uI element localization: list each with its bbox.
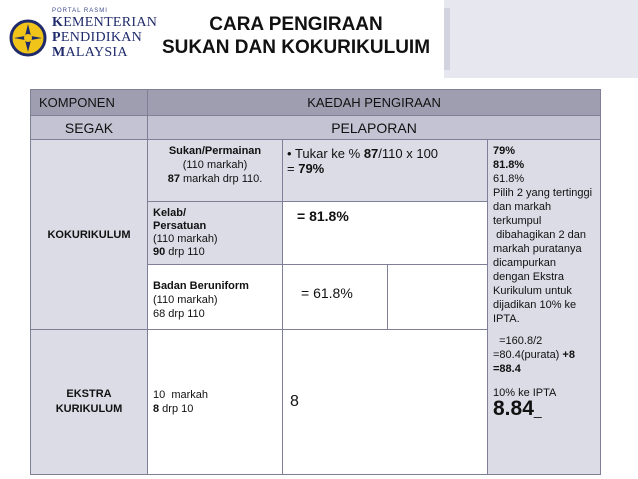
column-header-komponen: KOMPONEN: [31, 90, 148, 116]
summary-explanation-2: dibahagikan 2 dan markah puratanya dicampurkan dengan Ekstra Kurikulum untuk dijadikan 10% ke IPTA.: [493, 229, 590, 325]
kokurikulum-label: KOKURIKULUM: [31, 140, 148, 330]
badan-calc-cell: [283, 265, 488, 330]
kelab-calc-cell: = 81.8%: [283, 202, 488, 265]
calculation-table: [30, 89, 601, 475]
summary-ipta-label: 10% ke IPTA: [493, 387, 557, 399]
header-decoration: [444, 0, 638, 78]
summary-calc-1: =160.8/2: [493, 335, 543, 347]
summary-cell: [488, 140, 601, 475]
column-header-kaedah: KAEDAH PENGIRAAN: [148, 90, 601, 116]
pelaporan-label: PELAPORAN: [148, 116, 601, 140]
sukan-row: [31, 140, 601, 202]
summary-value-3: 61.8%: [493, 173, 525, 185]
header-row: [31, 90, 601, 116]
sukan-cell: Sukan/Permainan (110 markah) 87 markah drp 110.: [148, 140, 283, 202]
segak-row: [31, 116, 601, 140]
summary-calc-3: =88.4: [493, 363, 521, 375]
slide-title-line-1: CARA PENGIRAAN: [209, 14, 383, 35]
summary-final: 8.84_: [493, 397, 542, 420]
org-line-3: MALAYSIA: [52, 45, 128, 60]
kelab-cell: Kelab/ Persatuan (110 markah) 90 drp 110: [148, 202, 283, 265]
summary-value-1: 79%: [493, 145, 516, 157]
slide-title-line-2: SUKAN DAN KOKURIKULUIM: [161, 37, 431, 58]
badan-calc-value: = 61.8%: [283, 265, 388, 329]
summary-value-2: 81.8%: [493, 159, 525, 171]
ministry-logo: [0, 0, 158, 78]
ekstra-calc-cell: 8: [283, 330, 488, 475]
portal-label: PORTAL RASMI: [52, 8, 108, 14]
summary-calc-2: =80.4(purata) +8: [493, 349, 575, 361]
ekstra-label-cell: EKSTRA KURIKULUM: [31, 330, 148, 475]
org-line-2: PENDIDIKAN: [52, 30, 143, 45]
segak-label: SEGAK: [31, 116, 148, 140]
ministry-crest-icon: [8, 12, 48, 64]
org-line-1: KEMENTERIAN: [52, 15, 158, 30]
summary-explanation-1: Pilih 2 yang tertinggi dan markah terkumpul: [493, 187, 593, 227]
slide-header: [0, 0, 638, 78]
sukan-calc-cell: • Tukar ke % 87/110 x 100 = 79%: [283, 140, 488, 202]
ekstra-cell: 10 markah 8 drp 10: [148, 330, 283, 475]
badan-cell: Badan Beruniform (110 markah) 68 drp 110: [148, 265, 283, 330]
